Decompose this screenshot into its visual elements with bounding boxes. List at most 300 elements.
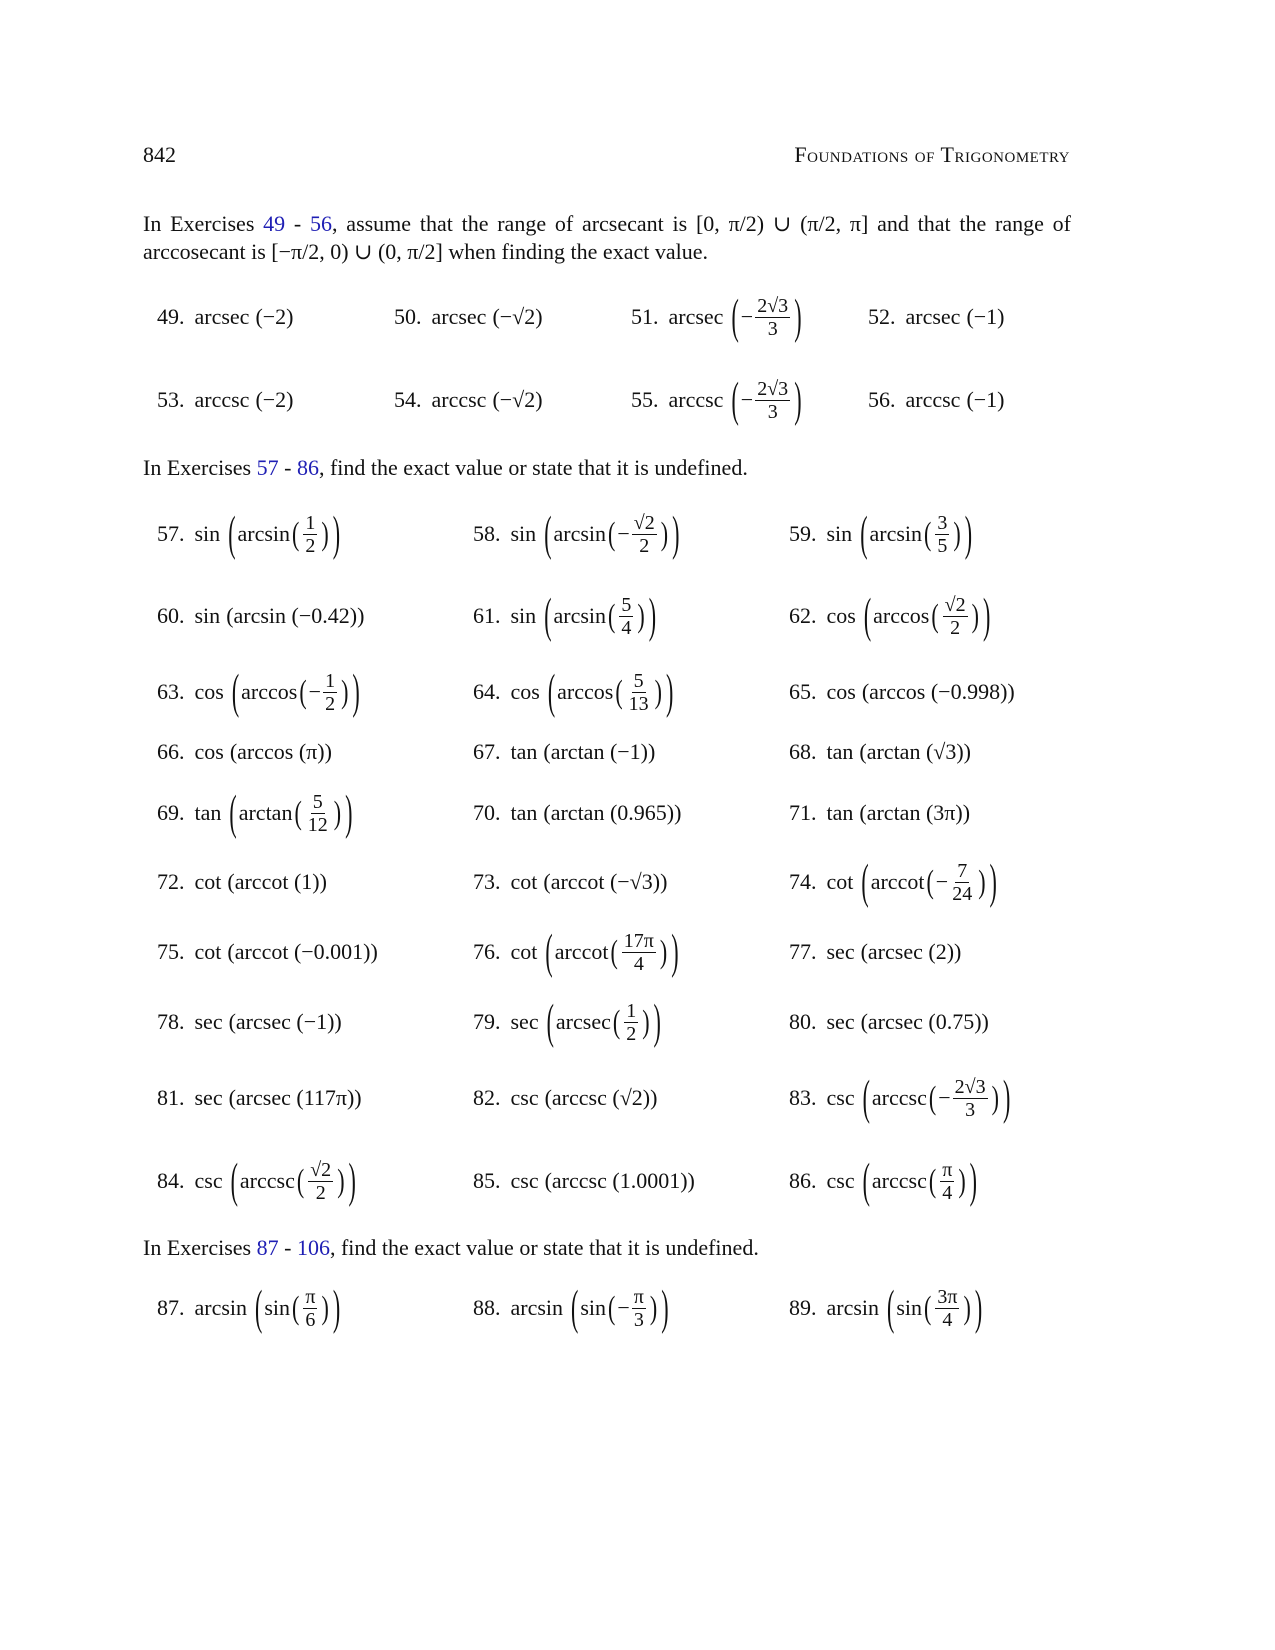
exercise-number: 71. <box>789 800 817 825</box>
right-paren: ) <box>974 1279 983 1335</box>
exercise-number: 49. <box>157 304 185 329</box>
exercise-70 <box>473 778 681 848</box>
outer-function: tan <box>510 800 538 825</box>
exercise-83 <box>789 1063 1012 1133</box>
outer-function: cos <box>826 603 856 628</box>
argument: (arcsec (2)) <box>860 939 962 964</box>
left-paren: ( <box>571 1279 579 1335</box>
outer-function: tan <box>510 739 538 764</box>
numerator: 17π <box>623 929 654 952</box>
outer-function: arcsec <box>194 304 250 329</box>
outer-function: cos <box>194 679 224 704</box>
argument: (−√2) <box>492 387 543 412</box>
denominator: 3 <box>767 400 778 423</box>
outer-function: cot <box>826 869 854 894</box>
right-paren: ) <box>794 288 802 344</box>
right-paren: ) <box>1002 1069 1011 1125</box>
fraction <box>627 670 651 715</box>
right-paren: ) <box>653 993 661 1049</box>
sign: − <box>938 1085 951 1110</box>
inner-function: arccos <box>241 679 298 704</box>
right-paren: ) <box>637 596 645 634</box>
denominator: 6 <box>305 1308 316 1331</box>
exercise-number: 52. <box>868 304 896 329</box>
exercise-53 <box>157 365 294 435</box>
denominator: 2 <box>639 534 650 557</box>
argument: (−2) <box>255 304 294 329</box>
exercise-number: 50. <box>394 304 422 329</box>
left-paren: ( <box>230 1152 238 1208</box>
exercise-link-start[interactable]: 87 <box>256 1235 279 1260</box>
numerator: 2√3 <box>757 377 789 400</box>
denominator: 3 <box>633 1308 644 1331</box>
sign: − <box>617 1295 630 1320</box>
intro-dash: - <box>278 1235 297 1260</box>
right-paren: ) <box>964 505 973 561</box>
exercise-number: 55. <box>631 387 659 412</box>
right-paren: ) <box>648 587 657 643</box>
fraction <box>323 670 337 715</box>
outer-function: sin <box>510 521 537 546</box>
exercise-number: 80. <box>789 1009 817 1034</box>
right-paren: ) <box>332 1279 341 1335</box>
left-paren: ( <box>861 853 869 909</box>
outer-function: tan <box>826 800 854 825</box>
argument: (arccot (1)) <box>227 869 327 894</box>
exercise-51 <box>631 282 804 352</box>
exercise-link-end[interactable]: 106 <box>296 1235 330 1260</box>
inner-function: arcsin <box>553 603 607 628</box>
exercise-79 <box>473 987 663 1057</box>
outer-function: sec <box>194 1009 223 1034</box>
exercise-number: 87. <box>157 1295 185 1320</box>
numerator: √2 <box>633 511 655 534</box>
fraction <box>935 512 949 557</box>
left-paren: ( <box>294 793 302 831</box>
left-paren: ( <box>608 596 616 634</box>
right-paren: ) <box>348 1152 356 1208</box>
exercise-68 <box>789 717 971 787</box>
argument: (arccsc (1.0001)) <box>544 1168 695 1193</box>
outer-function: arccsc <box>194 387 250 412</box>
argument: (arccos (−0.998)) <box>861 679 1015 704</box>
outer-function: sin <box>194 521 221 546</box>
outer-function: arcsec <box>668 304 724 329</box>
right-paren: ) <box>642 1002 650 1040</box>
right-paren: ) <box>672 505 680 561</box>
exercise-number: 89. <box>789 1295 817 1320</box>
sign: − <box>935 869 949 894</box>
exercise-57 <box>157 499 342 569</box>
left-paren: ( <box>863 587 872 643</box>
numerator: π <box>633 1285 644 1308</box>
left-paren: ( <box>862 1152 870 1208</box>
exercise-77 <box>789 917 961 987</box>
exercise-78 <box>157 987 342 1057</box>
outer-function: csc <box>826 1168 855 1193</box>
right-paren: ) <box>666 663 674 719</box>
exercise-number: 84. <box>157 1168 185 1193</box>
right-paren: ) <box>971 596 979 634</box>
left-paren: ( <box>228 505 236 561</box>
fraction <box>303 512 317 557</box>
left-paren: ( <box>547 663 556 719</box>
numerator: 1 <box>305 511 316 534</box>
fraction <box>755 295 790 340</box>
argument: (arctan (0.965)) <box>543 800 682 825</box>
exercise-number: 86. <box>789 1168 817 1193</box>
denominator: 3 <box>965 1098 976 1121</box>
exercise-74 <box>789 847 999 917</box>
intro-text: In Exercises <box>143 1235 257 1260</box>
exercise-number: 62. <box>789 603 817 628</box>
numerator: π <box>305 1285 316 1308</box>
outer-function: sec <box>510 1009 539 1034</box>
argument: (arcsec (−1)) <box>228 1009 342 1034</box>
outer-function: sec <box>826 1009 855 1034</box>
outer-function: cot <box>194 869 222 894</box>
fraction <box>632 512 657 557</box>
exercise-75 <box>157 917 378 987</box>
right-paren: ) <box>333 793 342 831</box>
exercise-49 <box>157 282 294 352</box>
argument: (arccos (π)) <box>229 739 332 764</box>
exercise-number: 88. <box>473 1295 501 1320</box>
left-paren: ( <box>731 371 739 427</box>
inner-function: arcsin <box>553 521 607 546</box>
left-paren: ( <box>931 596 939 634</box>
argument: (arcsin (−0.42)) <box>226 603 365 628</box>
instructions-49-56 <box>143 210 1071 266</box>
right-paren: ) <box>794 371 802 427</box>
numerator: √2 <box>944 593 966 616</box>
exercise-link-start[interactable]: 49 <box>263 211 286 236</box>
exercise-number: 78. <box>157 1009 185 1034</box>
left-paren: ( <box>887 1279 895 1335</box>
left-paren: ( <box>292 514 300 552</box>
argument: (arccot (−0.001)) <box>227 939 378 964</box>
numerator: 1 <box>626 999 637 1022</box>
right-paren: ) <box>352 663 360 719</box>
exercise-87 <box>157 1273 342 1343</box>
exercise-85 <box>473 1146 695 1216</box>
exercise-73 <box>473 847 667 917</box>
outer-function: cos <box>826 679 856 704</box>
outer-function: csc <box>510 1085 539 1110</box>
fraction <box>940 1159 954 1204</box>
fraction <box>306 791 330 836</box>
exercise-number: 79. <box>473 1009 501 1034</box>
outer-function: cos <box>510 679 540 704</box>
inner-function: arccsc <box>871 1168 927 1193</box>
exercise-52 <box>868 282 1005 352</box>
exercise-number: 56. <box>868 387 896 412</box>
instructions-87-106 <box>143 1234 1071 1262</box>
outer-function: csc <box>194 1168 223 1193</box>
denominator: 4 <box>633 952 644 975</box>
left-paren: ( <box>860 505 868 561</box>
sign: − <box>740 304 754 329</box>
right-paren: ) <box>661 1279 669 1335</box>
exercise-number: 74. <box>789 869 817 894</box>
denominator: 5 <box>937 534 948 557</box>
exercise-number: 60. <box>157 603 185 628</box>
exercise-number: 51. <box>631 304 659 329</box>
right-paren: ) <box>953 514 961 552</box>
fraction <box>622 930 656 975</box>
intro-text: In Exercises <box>143 211 264 236</box>
outer-function: sec <box>826 939 855 964</box>
right-paren: ) <box>989 853 997 909</box>
left-paren: ( <box>296 1161 305 1199</box>
left-paren: ( <box>928 1161 937 1199</box>
left-paren: ( <box>926 862 934 900</box>
exercise-number: 61. <box>473 603 501 628</box>
inner-function: arcsec <box>555 1009 611 1034</box>
outer-function: cot <box>510 869 538 894</box>
argument: (arctan (−1)) <box>543 739 656 764</box>
exercise-82 <box>473 1063 657 1133</box>
left-paren: ( <box>862 1069 870 1125</box>
inner-function: sin <box>896 1295 923 1320</box>
exercise-81 <box>157 1063 362 1133</box>
exercise-number: 77. <box>789 939 817 964</box>
exercise-number: 63. <box>157 679 185 704</box>
intro-text-rest: , assume that the range of arcsecant is [0, π/2) ∪ (π/2, π] and that the range of arccosecant is [−π/2, 0) ∪ (0, π/2] when finding the exact value. <box>143 211 1071 264</box>
right-paren: ) <box>991 1078 999 1116</box>
outer-function: sin <box>826 521 853 546</box>
right-paren: ) <box>978 862 986 900</box>
exercise-number: 70. <box>473 800 501 825</box>
outer-function: csc <box>510 1168 539 1193</box>
inner-function: arccos <box>557 679 614 704</box>
exercise-link-end[interactable]: 56 <box>310 211 333 236</box>
left-paren: ( <box>924 1288 932 1326</box>
right-paren: ) <box>659 932 668 970</box>
argument: (−1) <box>966 304 1005 329</box>
denominator: 2 <box>950 616 961 639</box>
denominator: 4 <box>942 1308 953 1331</box>
exercise-number: 76. <box>473 939 501 964</box>
right-paren: ) <box>671 923 679 979</box>
inner-function: sin <box>264 1295 291 1320</box>
exercise-89 <box>789 1273 984 1343</box>
exercise-80 <box>789 987 989 1057</box>
denominator: 2 <box>315 1181 326 1204</box>
exercise-number: 68. <box>789 739 817 764</box>
intro-text-rest: , find the exact value or state that it is undefined. <box>329 1235 759 1260</box>
fraction <box>755 378 790 423</box>
inner-function: arccot <box>554 939 609 964</box>
right-paren: ) <box>958 1161 966 1199</box>
exercise-56 <box>868 365 1005 435</box>
exercise-link-end[interactable]: 86 <box>296 455 319 480</box>
intro-dash: - <box>278 455 297 480</box>
exercise-number: 64. <box>473 679 501 704</box>
argument: (−√2) <box>492 304 543 329</box>
outer-function: sin <box>194 603 221 628</box>
denominator: 13 <box>628 692 649 715</box>
exercise-number: 65. <box>789 679 817 704</box>
exercise-number: 82. <box>473 1085 501 1110</box>
exercise-link-start[interactable]: 57 <box>256 455 279 480</box>
exercise-67 <box>473 717 655 787</box>
left-paren: ( <box>544 505 552 561</box>
instructions-57-86 <box>143 454 1071 482</box>
outer-function: arcsin <box>510 1295 564 1320</box>
left-paren: ( <box>615 672 623 710</box>
exercise-71 <box>789 778 970 848</box>
right-paren: ) <box>982 587 991 643</box>
inner-function: arccos <box>873 603 930 628</box>
exercise-72 <box>157 847 327 917</box>
exercise-number: 81. <box>157 1085 185 1110</box>
inner-function: arcsin <box>869 521 923 546</box>
right-paren: ) <box>321 1288 329 1326</box>
right-paren: ) <box>345 784 353 840</box>
outer-function: csc <box>826 1085 855 1110</box>
left-paren: ( <box>255 1279 263 1335</box>
running-title: Foundations of Trigonometry <box>794 142 1070 167</box>
exercise-50 <box>394 282 543 352</box>
exercise-number: 59. <box>789 521 817 546</box>
exercise-60 <box>157 581 364 651</box>
right-paren: ) <box>337 1161 345 1199</box>
right-paren: ) <box>969 1152 977 1208</box>
outer-function: arcsec <box>431 304 487 329</box>
argument: (arcsec (0.75)) <box>860 1009 989 1034</box>
exercise-76 <box>473 917 681 987</box>
denominator: 2 <box>305 534 316 557</box>
intro-text: In Exercises <box>143 455 257 480</box>
left-paren: ( <box>610 932 618 970</box>
outer-function: arcsin <box>826 1295 880 1320</box>
left-paren: ( <box>731 288 739 344</box>
exercise-number: 73. <box>473 869 501 894</box>
numerator: 5 <box>633 669 644 692</box>
numerator: 2√3 <box>954 1075 986 1098</box>
left-paren: ( <box>229 784 237 840</box>
exercise-55 <box>631 365 804 435</box>
right-paren: ) <box>332 505 341 561</box>
left-paren: ( <box>924 514 932 552</box>
numerator: 7 <box>957 859 968 882</box>
inner-function: arcsin <box>237 521 291 546</box>
argument: (arctan (√3)) <box>859 739 972 764</box>
numerator: 5 <box>621 593 632 616</box>
sign: − <box>308 679 322 704</box>
left-paren: ( <box>299 672 307 710</box>
exercise-86 <box>789 1146 979 1216</box>
outer-function: tan <box>826 739 854 764</box>
argument: (−2) <box>255 387 294 412</box>
outer-function: sec <box>194 1085 223 1110</box>
right-paren: ) <box>963 1288 971 1326</box>
fraction <box>953 1076 988 1121</box>
right-paren: ) <box>649 1288 658 1326</box>
exercise-58 <box>473 499 681 569</box>
sign: − <box>617 521 630 546</box>
inner-function: arccsc <box>239 1168 295 1193</box>
exercise-59 <box>789 499 974 569</box>
argument: (arccot (−√3)) <box>543 869 668 894</box>
left-paren: ( <box>928 1078 937 1116</box>
fraction <box>619 594 633 639</box>
exercise-69 <box>157 778 354 848</box>
denominator: 4 <box>621 616 632 639</box>
argument: (arctan (3π)) <box>859 800 971 825</box>
denominator: 2 <box>325 692 336 715</box>
outer-function: cos <box>194 739 224 764</box>
left-paren: ( <box>608 514 616 552</box>
left-paren: ( <box>231 663 240 719</box>
intro-dash: - <box>285 211 311 236</box>
inner-function: sin <box>580 1295 607 1320</box>
left-paren: ( <box>612 1002 621 1040</box>
inner-function: arccsc <box>871 1085 927 1110</box>
left-paren: ( <box>546 993 554 1049</box>
inner-function: arctan <box>238 800 293 825</box>
outer-function: tan <box>194 800 222 825</box>
exercise-84 <box>157 1146 358 1216</box>
sign: − <box>740 387 754 412</box>
denominator: 12 <box>307 813 328 836</box>
outer-function: arcsec <box>905 304 961 329</box>
exercise-88 <box>473 1273 671 1343</box>
exercise-number: 66. <box>157 739 185 764</box>
right-paren: ) <box>321 514 329 552</box>
exercise-number: 67. <box>473 739 501 764</box>
exercise-number: 58. <box>473 521 501 546</box>
right-paren: ) <box>660 514 669 552</box>
fraction <box>943 594 968 639</box>
fraction <box>632 1286 646 1331</box>
exercise-number: 72. <box>157 869 185 894</box>
page-number: 842 <box>143 142 176 167</box>
fraction <box>950 860 974 905</box>
right-paren: ) <box>654 672 662 710</box>
exercise-number: 75. <box>157 939 185 964</box>
outer-function: cot <box>194 939 222 964</box>
denominator: 4 <box>942 1181 953 1204</box>
numerator: √2 <box>310 1158 332 1181</box>
outer-function: sin <box>510 603 537 628</box>
left-paren: ( <box>608 1288 616 1326</box>
outer-function: cot <box>510 939 538 964</box>
fraction <box>308 1159 333 1204</box>
fraction <box>303 1286 317 1331</box>
left-paren: ( <box>544 587 552 643</box>
outer-function: arccsc <box>668 387 724 412</box>
outer-function: arccsc <box>905 387 961 412</box>
fraction <box>935 1286 959 1331</box>
exercise-66 <box>157 717 332 787</box>
numerator: 1 <box>325 669 336 692</box>
exercise-number: 53. <box>157 387 185 412</box>
numerator: 3 <box>937 511 948 534</box>
argument: (−1) <box>966 387 1005 412</box>
denominator: 24 <box>952 882 973 905</box>
numerator: π <box>942 1158 953 1181</box>
outer-function: arccsc <box>431 387 487 412</box>
fraction <box>624 1000 638 1045</box>
exercise-54 <box>394 365 543 435</box>
exercise-number: 57. <box>157 521 185 546</box>
exercise-number: 54. <box>394 387 422 412</box>
intro-text-rest: , find the exact value or state that it is undefined. <box>318 455 748 480</box>
exercise-number: 69. <box>157 800 185 825</box>
numerator: 5 <box>312 790 323 813</box>
